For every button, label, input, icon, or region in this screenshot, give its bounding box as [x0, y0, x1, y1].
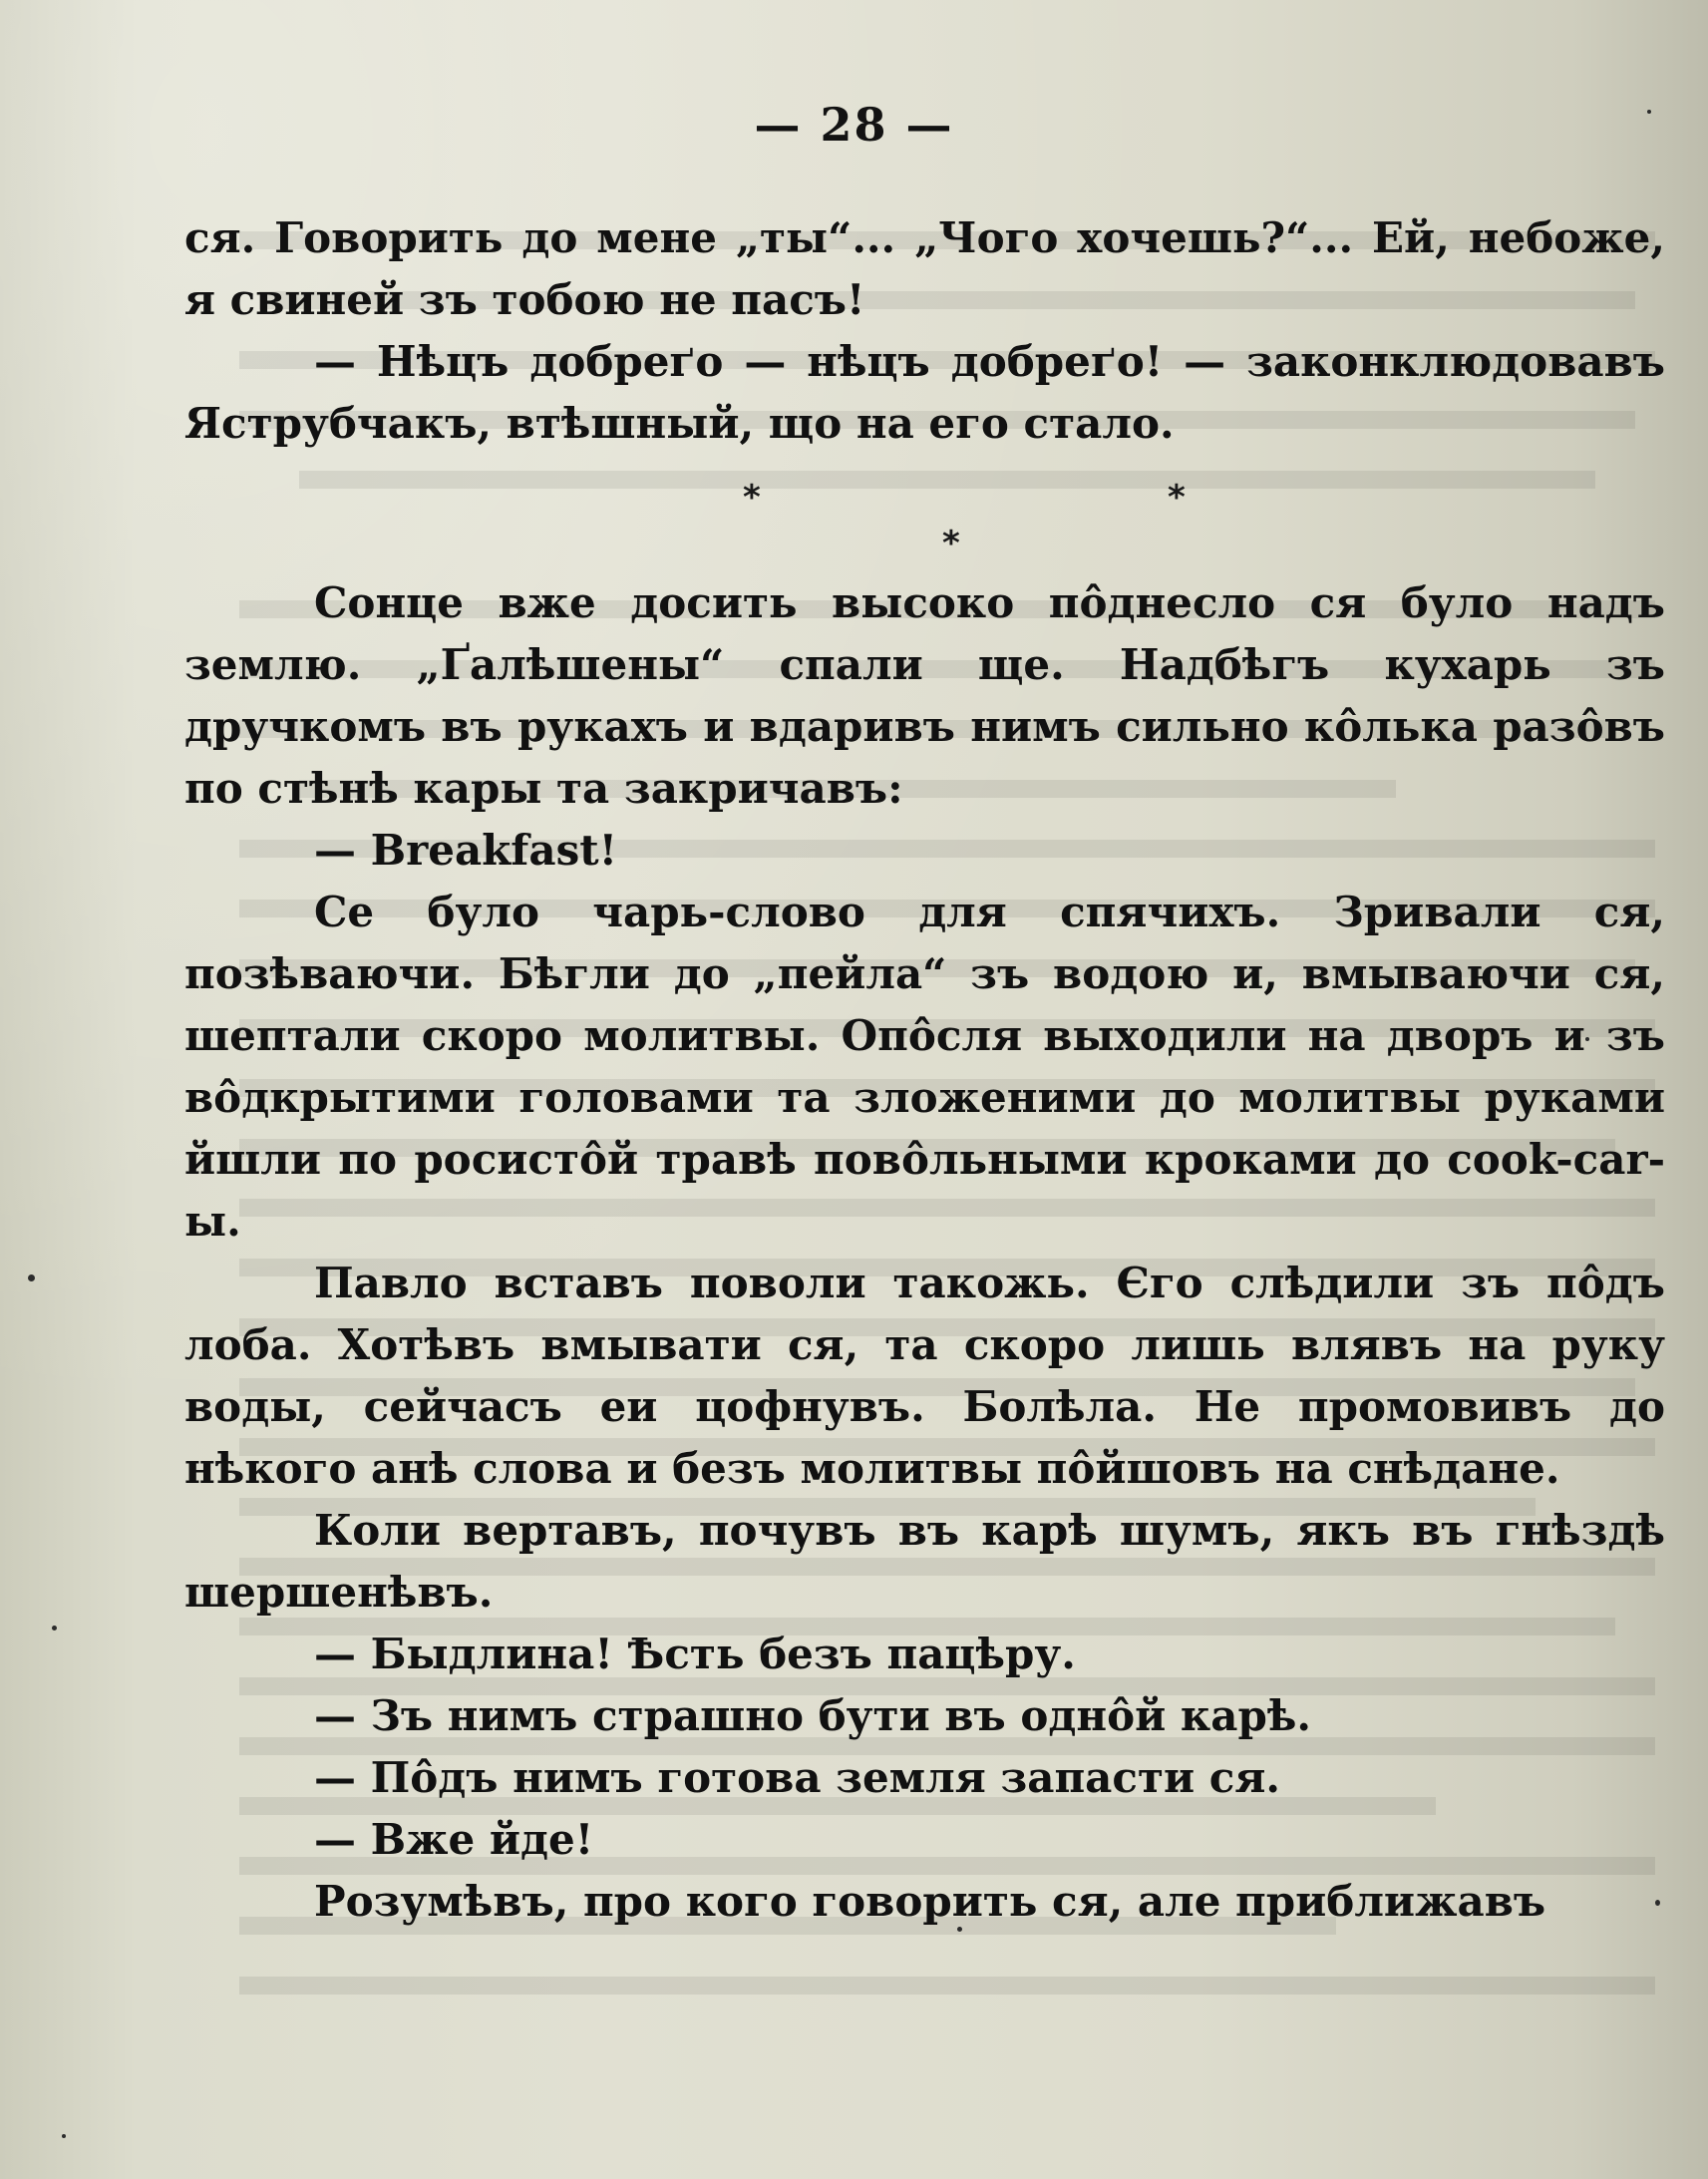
paragraph: ся. Говорить до мене „ты“... „Чого хочешь?“... Ей, небоже, я свиней зъ тобою не пасъ! — [184, 213, 1665, 324]
dialog-line: — Быдлина! Ѣсть безъ пацѣру. — [314, 1630, 1076, 1678]
dialog-line: — Вже йде! — [314, 1815, 594, 1864]
section-break-asterism — [184, 455, 1665, 572]
paragraph: Сонце вже досить высоко пôднесло ся було надъ землю. „Ґалѣшены“ спали ще. Надбѣгъ кухарь зъ дручкомъ въ рукахъ и вдаривъ нимъ сильно кôлька разôвъ по стѣнѣ кары та закричавъ: — [184, 578, 1665, 813]
paragraph: Коли вертавъ, почувъ въ карѣ шумъ, якъ въ гнѣздѣ шершенѣвъ. — [184, 1506, 1665, 1617]
paragraph: Се було чарь-слово для спячихъ. Зривали ся, позѣваючи. Бѣгли до „пейла“ зъ водою и, вмываючи ся, шептали скоро молитвы. Опôсля выходили на дворъ и зъ вôдкрытими головами та зложеними до молитвы руками йшли по росистôй травѣ повôльными кроками до cook-car-ы. — [184, 888, 1665, 1246]
dialog-line: — Зъ нимъ страшно бути въ однôй карѣ. — [314, 1691, 1311, 1740]
body-text — [184, 207, 1665, 1933]
dialog-line: — Нѣцъ добреґо — нѣцъ добреґо! — законклюдовавъ Яструбчакъ, втѣшный, що на его стало. — [184, 337, 1665, 448]
page-number: — 28 — — [754, 98, 954, 152]
asterism-star: * — [743, 478, 761, 518]
paragraph: Павло вставъ поволи такожь. Єго слѣдили зъ пôдъ лоба. Хотѣвъ вмывати ся, та скоро лишь влявъ на руку воды, сейчасъ еи цофнувъ. Болѣла. Не промовивъ до нѣкого анѣ слова и безъ молитвы пôйшовъ на снѣдане. — [184, 1259, 1665, 1493]
paper-speck — [28, 1274, 35, 1281]
paragraph: Розумѣвъ, про кого говорить ся, але приближавъ — [314, 1877, 1546, 1926]
dialog-line: — Breakfast! — [314, 826, 618, 875]
paper-speck — [62, 2134, 66, 2138]
paper-speck — [52, 1626, 57, 1631]
asterism-star: * — [1168, 478, 1186, 518]
asterism-star: * — [942, 524, 960, 563]
dialog-line: — Пôдъ нимъ готова земля запасти ся. — [314, 1753, 1280, 1802]
